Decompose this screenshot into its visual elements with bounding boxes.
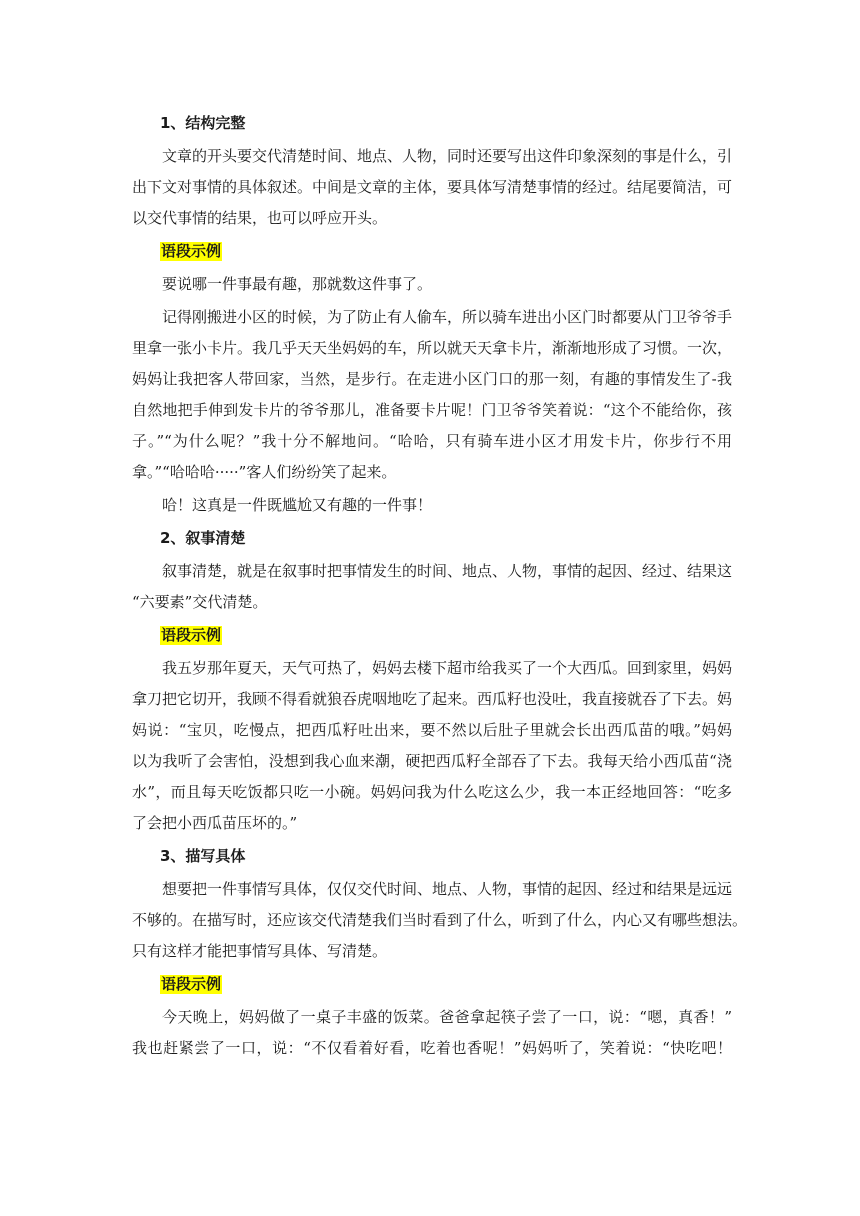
paragraph-line: 了会把小西瓜苗压坏的。” xyxy=(132,814,298,832)
example-label: 语段示例 xyxy=(161,242,222,260)
paragraph-line: 以交代事情的结果，也可以呼应开头。 xyxy=(132,209,388,227)
section-heading: 3、描写具体 xyxy=(160,847,246,865)
paragraph xyxy=(132,653,732,839)
example-label-row xyxy=(132,969,732,1000)
paragraph-line: 水”，而且每天吃饭都只吃一小碗。妈妈问我为什么吃这么少，我一本正经地回答：“吃多 xyxy=(132,783,732,801)
paragraph-line: 以为我听了会害怕，没想到我心血来潮，硬把西瓜籽全部吞了下去。我每天给小西瓜苗“浇 xyxy=(132,752,732,770)
paragraph-line: 记得刚搬进小区的时候，为了防止有人偷车，所以骑车进出小区门时都要从门卫爷爷手 xyxy=(162,308,733,326)
paragraph xyxy=(132,141,732,234)
paragraph-line: 哈！这真是一件既尴尬又有趣的一件事！ xyxy=(162,496,433,514)
paragraph xyxy=(132,556,732,618)
example-label: 语段示例 xyxy=(161,626,222,644)
paragraph-line: 子。”“为什么呢？”我十分不解地问。“哈哈，只有骑车进小区才用发卡片，你步行不用 xyxy=(132,432,732,450)
paragraph-line: 我五岁那年夏天，天气可热了，妈妈去楼下超市给我买了一个大西瓜。回到家里，妈妈 xyxy=(162,659,733,677)
paragraph-line: 文章的开头要交代清楚时间、地点、人物，同时还要写出这件印象深刻的事是什么，引 xyxy=(162,147,733,165)
section-heading: 2、叙事清楚 xyxy=(160,529,246,547)
paragraph-line: 妈说：“宝贝，吃慢点，把西瓜籽吐出来，要不然以后肚子里就会长出西瓜苗的哦。”妈妈 xyxy=(132,721,732,739)
paragraph-line: 拿刀把它切开，我顾不得看就狼吞虎咽地吃了起来。西瓜籽也没吐，我直接就吞了下去。妈 xyxy=(132,690,733,708)
paragraph-line: 只有这样才能把事情写具体、写清楚。 xyxy=(132,942,388,960)
paragraph-line: 我也赶紧尝了一口，说：“不仅看着好看，吃着也香呢！”妈妈听了，笑着说：“快吃吧！ xyxy=(132,1039,732,1057)
paragraph-line: 里拿一张小卡片。我几乎天天坐妈妈的车，所以就天天拿卡片，渐渐地形成了习惯。一次， xyxy=(132,339,733,357)
paragraph-line: 想要把一件事情写具体，仅仅交代时间、地点、人物，事情的起因、经过和结果是远远 xyxy=(162,880,733,898)
paragraph-line: 叙事清楚，就是在叙事时把事情发生的时间、地点、人物，事情的起因、经过、结果这 xyxy=(162,562,733,580)
paragraph xyxy=(132,1002,732,1064)
paragraph-line: 自然地把手伸到发卡片的爷爷那儿，准备要卡片呢！门卫爷爷笑着说：“这个不能给你，孩 xyxy=(132,401,732,419)
paragraph xyxy=(132,269,732,300)
paragraph xyxy=(132,874,748,967)
paragraph xyxy=(132,302,732,488)
paragraph-line: 不够的。在描写时，还应该交代清楚我们当时看到了什么，听到了什么，内心又有哪些想法。 xyxy=(132,911,748,929)
paragraph-line: “六要素”交代清楚。 xyxy=(132,593,268,611)
paragraph-line: 妈妈让我把客人带回家，当然，是步行。在走进小区门口的那一刻，有趣的事情发生了-我 xyxy=(132,370,732,388)
paragraph-line: 拿。”“哈哈哈·····”客人们纷纷笑了起来。 xyxy=(132,463,397,481)
example-label-row xyxy=(132,236,732,267)
document-body xyxy=(132,106,748,1064)
paragraph-line: 今天晚上，妈妈做了一桌子丰盛的饭菜。爸爸拿起筷子尝了一口，说：“嗯，真香！” xyxy=(162,1008,732,1026)
paragraph-line: 要说哪一件事最有趣，那就数这件事了。 xyxy=(162,275,433,293)
paragraph xyxy=(132,490,732,521)
paragraph-line: 出下文对事情的具体叙述。中间是文章的主体，要具体写清楚事情的经过。结尾要简洁，可 xyxy=(132,178,733,196)
example-label-row xyxy=(132,620,732,651)
example-label: 语段示例 xyxy=(161,975,222,993)
section-heading: 1、结构完整 xyxy=(160,114,246,132)
